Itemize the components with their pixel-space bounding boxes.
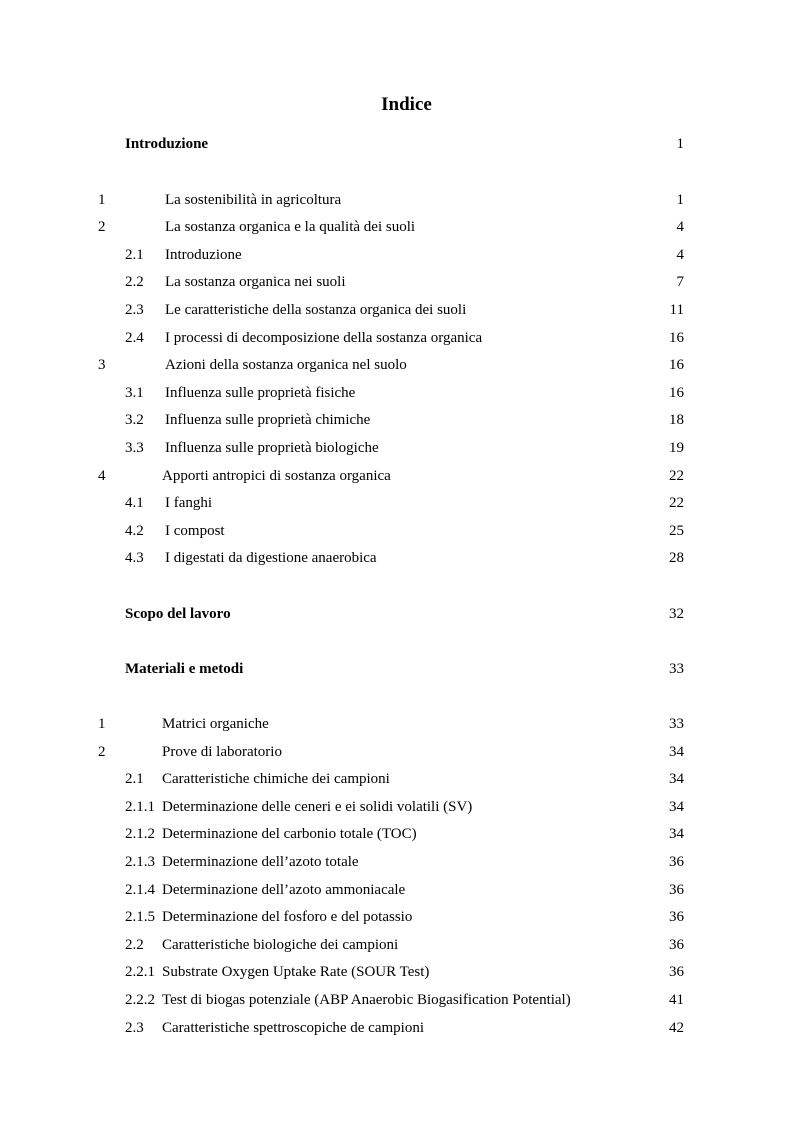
toc-entry-title: Determinazione dell’azoto ammoniacale <box>162 882 406 898</box>
toc-entry-title: Scopo del lavoro <box>125 606 231 622</box>
toc-entry-title: Caratteristiche chimiche dei campioni <box>162 771 390 787</box>
toc-entry-page: 33 <box>669 716 684 732</box>
toc-entry <box>0 216 793 238</box>
toc-entry-page: 36 <box>669 882 684 898</box>
toc-entry <box>0 1017 793 1039</box>
toc-entry-number: 2.1 <box>125 771 144 787</box>
toc-entry-title: La sostanza organica e la qualità dei suoli <box>165 219 416 235</box>
toc-entry <box>0 382 793 404</box>
toc-entry <box>0 465 793 487</box>
toc-entry-number: 2.2 <box>125 937 144 953</box>
toc-entry <box>0 741 793 763</box>
toc-entry-title: Azioni della sostanza organica nel suolo <box>165 357 407 373</box>
toc-entry-title: I compost <box>165 523 225 539</box>
toc-entry-page: 42 <box>669 1020 684 1036</box>
toc-entry-page: 1 <box>676 192 684 208</box>
toc-entry-title: Determinazione del carbonio totale (TOC) <box>162 826 417 842</box>
toc-entry-page: 34 <box>669 771 684 787</box>
toc-entry <box>0 603 793 625</box>
toc-entry-page: 16 <box>669 330 684 346</box>
toc-entry-title: Influenza sulle proprietà biologiche <box>165 440 379 456</box>
toc-entry-page: 28 <box>669 550 684 566</box>
toc-entry-title: Le caratteristiche della sostanza organica dei suoli <box>165 302 467 318</box>
toc-entry-page: 36 <box>669 854 684 870</box>
toc-entry-number: 2.1.4 <box>125 882 155 898</box>
toc-entry-title: Substrate Oxygen Uptake Rate (SOUR Test) <box>162 964 430 980</box>
toc-entry-title: Caratteristiche biologiche dei campioni <box>162 937 399 953</box>
toc-entry-page: 34 <box>669 799 684 815</box>
toc-entry-title: Materiali e metodi <box>125 661 244 677</box>
toc-entry-title: Caratteristiche spettroscopiche de campioni <box>162 1020 424 1036</box>
toc-entry <box>0 271 793 293</box>
toc-entry-title: I digestati da digestione anaerobica <box>165 550 377 566</box>
toc-entry-title: I processi di decomposizione della sostanza organica <box>165 330 483 346</box>
toc-entry-page: 7 <box>676 274 684 290</box>
toc-entry-title: Introduzione <box>125 136 209 152</box>
toc-entry-number: 4.2 <box>125 523 144 539</box>
toc-entry <box>0 520 793 542</box>
toc-entry-title: Introduzione <box>165 247 242 263</box>
toc-entry-number: 1 <box>98 192 106 208</box>
toc-entry-title: Determinazione del fosforo e del potassio <box>162 909 413 925</box>
toc-entry-page: 36 <box>669 909 684 925</box>
toc-entry-number: 2 <box>98 219 106 235</box>
toc-entry-number: 2 <box>98 744 106 760</box>
toc-entry-page: 41 <box>669 992 684 1008</box>
toc-entry <box>0 409 793 431</box>
toc-entry-page: 11 <box>669 302 684 318</box>
toc-entry-number: 3.1 <box>125 385 144 401</box>
toc-entry-page: 16 <box>669 357 684 373</box>
toc-entry-page: 34 <box>669 744 684 760</box>
toc-entry-number: 2.2.2 <box>125 992 155 1008</box>
toc-entry-page: 25 <box>669 523 684 539</box>
toc-entry-title: Determinazione dell’azoto totale <box>162 854 359 870</box>
toc-entry-number: 2.2 <box>125 274 144 290</box>
toc-entry <box>0 244 793 266</box>
toc-entry <box>0 437 793 459</box>
toc-entry <box>0 906 793 928</box>
toc-entry <box>0 658 793 680</box>
toc-entry-title: La sostanza organica nei suoli <box>165 274 346 290</box>
toc-entry-number: 3.2 <box>125 412 144 428</box>
toc-entry-page: 19 <box>669 440 684 456</box>
toc-entry-number: 2.2.1 <box>125 964 155 980</box>
toc-entry <box>0 851 793 873</box>
toc-entry <box>0 189 793 211</box>
toc-entry <box>0 327 793 349</box>
toc-entry-page: 36 <box>669 964 684 980</box>
toc-entry-number: 4.1 <box>125 495 144 511</box>
toc-entry-title: Determinazione delle ceneri e ei solidi volatili (SV) <box>162 799 473 815</box>
toc-entry <box>0 547 793 569</box>
toc-entry-title: La sostenibilità in agricoltura <box>165 192 342 208</box>
toc-entry <box>0 713 793 735</box>
toc-entry <box>0 879 793 901</box>
toc-entry-page: 22 <box>669 495 684 511</box>
toc-entry-number: 2.1.1 <box>125 799 155 815</box>
toc-entry <box>0 961 793 983</box>
toc-entry <box>0 989 793 1011</box>
toc-entry-number: 2.3 <box>125 1020 144 1036</box>
toc-entry-title: Matrici organiche <box>162 716 269 732</box>
toc-entry-page: 4 <box>676 247 684 263</box>
toc-entry-page: 4 <box>676 219 684 235</box>
toc-entry <box>0 768 793 790</box>
toc-entry-title: Prove di laboratorio <box>162 744 282 760</box>
toc-entry <box>0 796 793 818</box>
toc-entry <box>0 354 793 376</box>
toc-entry-page: 32 <box>669 606 684 622</box>
toc-entry-number: 2.1.2 <box>125 826 155 842</box>
page-title: Indice <box>381 94 432 115</box>
toc-entry-number: 2.4 <box>125 330 144 346</box>
toc-entry-number: 3.3 <box>125 440 144 456</box>
toc-entry <box>0 133 793 155</box>
toc-entry-page: 36 <box>669 937 684 953</box>
toc-entry-number: 4 <box>98 468 106 484</box>
toc-entry-page: 22 <box>669 468 684 484</box>
toc-entry-title: Influenza sulle proprietà chimiche <box>165 412 371 428</box>
toc-entry-title: Influenza sulle proprietà fisiche <box>165 385 356 401</box>
toc-entry-number: 2.1.3 <box>125 854 155 870</box>
toc-entry <box>0 934 793 956</box>
toc-entry-page: 1 <box>676 136 684 152</box>
toc-entry-number: 2.1.5 <box>125 909 155 925</box>
toc-entry-number: 2.1 <box>125 247 144 263</box>
toc-entry-page: 33 <box>669 661 684 677</box>
toc-entry-page: 18 <box>669 412 684 428</box>
toc-entry-number: 4.3 <box>125 550 144 566</box>
toc-entry <box>0 823 793 845</box>
toc-entry-title: I fanghi <box>165 495 213 511</box>
toc-entry-page: 34 <box>669 826 684 842</box>
toc-entry-number: 1 <box>98 716 106 732</box>
toc-entry <box>0 492 793 514</box>
toc-entry-number: 2.3 <box>125 302 144 318</box>
toc-entry-title: Apporti antropici di sostanza organica <box>162 468 391 484</box>
toc-entry-title: Test di biogas potenziale (ABP Anaerobic Biogasification Potential) <box>162 992 571 1008</box>
toc-entry <box>0 299 793 321</box>
toc-entry-number: 3 <box>98 357 106 373</box>
toc-entry-page: 16 <box>669 385 684 401</box>
